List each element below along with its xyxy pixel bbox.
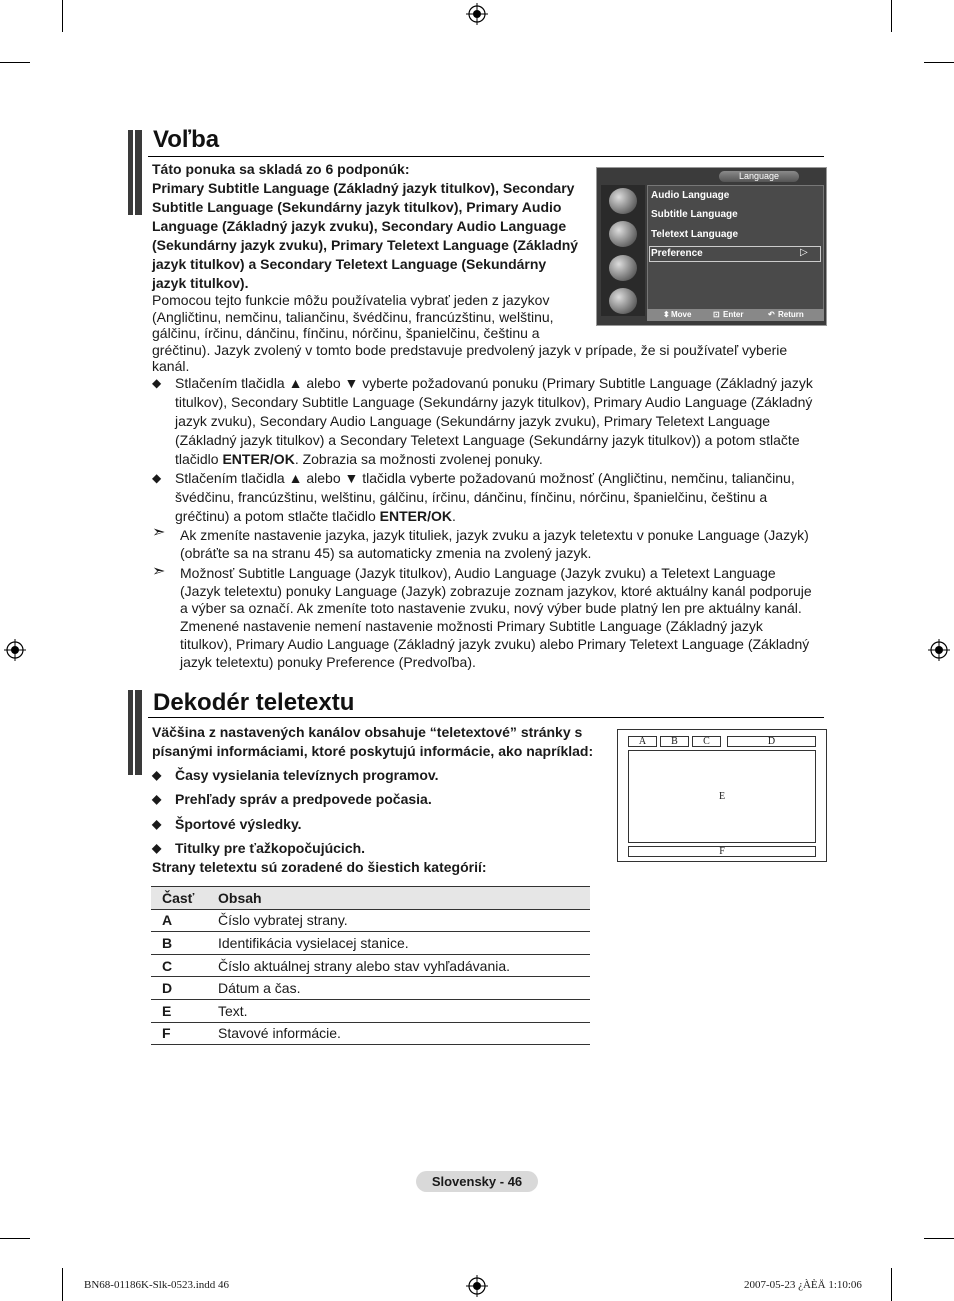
- menu-icon-panel: [601, 185, 645, 316]
- note-line: a výber sa označí. Ak zmeníte toto nastavenie zvuku, nový výber bude platný len pre aktuálny kanál.: [180, 600, 802, 617]
- diagram-label-a: A: [628, 736, 657, 747]
- bullet-text: Prehľady správ a predpovede počasia.: [175, 791, 432, 807]
- submenu-arrow-icon: ▷: [800, 247, 808, 258]
- bullet-line: jazyk zvuku), Secondary Audio Language (Sekundárny jazyk zvuku), Primary Teletext Language: [175, 413, 771, 429]
- crop-mark: [924, 62, 954, 63]
- intro-line: jazyk titulkov).: [152, 275, 249, 291]
- teletext-bullet: [152, 790, 612, 809]
- bullet-diamond-icon: ◆: [152, 376, 162, 390]
- crop-mark: [0, 1238, 30, 1239]
- bullet-diamond-icon: ◆: [152, 792, 162, 806]
- table-cell: Stavové informácie.: [207, 1022, 590, 1045]
- registration-mark-icon: [4, 639, 26, 661]
- page-number-badge: Slovensky - 46: [416, 1171, 538, 1192]
- table-cell: E: [151, 999, 207, 1022]
- crop-mark: [0, 62, 30, 63]
- bullet-line: (Základný jazyk titulkov) a Secondary Teletext Language (Sekundárny jazyk titulkov)) a potom stlačte: [175, 432, 800, 448]
- sound-icon: [609, 221, 637, 247]
- section-title: Voľba: [153, 126, 220, 153]
- bullet-item: [152, 374, 832, 469]
- note-item: [152, 565, 832, 671]
- footer-enter: Enter: [723, 310, 744, 319]
- table-cell: D: [151, 977, 207, 1000]
- text: .: [452, 508, 456, 524]
- footer-move: Move: [671, 310, 692, 319]
- menu-item-audio-language: Audio Language: [651, 190, 730, 201]
- teletext-intro: [152, 723, 612, 761]
- categories-line: Strany teletextu sú zoradené do šiestich kategórií:: [152, 859, 487, 875]
- key-label: ENTER/OK: [222, 451, 295, 467]
- table-row: [151, 909, 590, 932]
- table-row: [151, 1022, 590, 1045]
- teletext-categories-table: [151, 886, 590, 1045]
- body-line: (Angličtinu, nemčinu, taliančinu, švédčinu, francúzštinu, welštinu,: [152, 308, 554, 325]
- teletext-bullet: [152, 815, 612, 834]
- text: gréčtinu) a potom stlačte tlačidlo: [175, 508, 380, 524]
- key-label: ENTER/OK: [379, 508, 452, 524]
- menu-items-panel: [647, 185, 824, 318]
- bullet-line: titulkov), Secondary Subtitle Language (Sekundárny jazyk titulkov), Primary Audio Language (Základný: [175, 394, 813, 410]
- body-line: gréčtinu). Jazyk zvolený v tomto bode predstavuje predvolený jazyk v prípade, že si používateľ vyberie: [152, 341, 788, 358]
- intro-line: Primary Subtitle Language (Základný jazyk titulkov), Secondary: [152, 180, 575, 196]
- note-line: (Jazyk teletextu) ponuky Language (Jazyk) zobrazuje zoznam jazykov, ktoré aktuálny kanál podporuje: [180, 582, 812, 599]
- table-cell: Dátum a čas.: [207, 977, 590, 1000]
- table-cell: A: [151, 909, 207, 932]
- note-line: jazyk teletextu) ponuky Preference (Predvoľba).: [180, 653, 476, 670]
- diagram-label-e: E: [628, 750, 816, 843]
- intro-heading: Táto ponuka sa skladá zo 6 podponúk:: [152, 161, 410, 177]
- registration-mark-icon: [466, 3, 488, 25]
- section-marker: [128, 130, 142, 215]
- enter-icon: ⊡: [713, 310, 720, 319]
- note-line: Zmenené nastavenie nemení nastavenie možnosti Primary Subtitle Language (Základný jazyk: [180, 618, 763, 635]
- bullet-item: [152, 469, 832, 526]
- note-arrow-icon: ➣: [152, 563, 166, 580]
- intro-bold: [152, 160, 592, 293]
- table-header: Obsah: [207, 887, 590, 910]
- menu-footer: [647, 309, 824, 321]
- picture-icon: [609, 188, 637, 214]
- section-title: Dekodér teletextu: [153, 689, 355, 716]
- diagram-label-c: C: [692, 736, 721, 747]
- section-rule: [148, 156, 824, 157]
- print-slug-date: 2007-05-23 ¿ÀÈÄ 1:10:06: [744, 1279, 862, 1291]
- teletext-bullet: [152, 766, 612, 785]
- table-cell: Číslo aktuálnej strany alebo stav vyhľadávania.: [207, 954, 590, 977]
- bullet-line: švédčinu, francúzštinu, welštinu, gálčinu, írčinu, dánčinu, fínčinu, nórčinu, španielčinu, češtinu a: [175, 489, 768, 505]
- body-line: kanál.: [152, 358, 190, 374]
- setup-gear-icon: [609, 255, 637, 281]
- registration-mark-icon: [466, 1275, 488, 1297]
- input-icon: [609, 288, 637, 314]
- table-cell: Číslo vybratej strany.: [207, 909, 590, 932]
- tv-menu-screenshot: [596, 167, 827, 326]
- note-item: [152, 526, 832, 562]
- bullet-diamond-icon: ◆: [152, 471, 162, 485]
- registration-mark-icon: [928, 639, 950, 661]
- bullet-line: Stlačením tlačidla ▲ alebo ▼ vyberte požadovanú ponuku (Primary Subtitle Language (Základný jazyk: [175, 375, 813, 391]
- diagram-label-d: D: [727, 736, 816, 747]
- table-header-row: [151, 887, 590, 910]
- diagram-label-f: F: [628, 846, 816, 857]
- table-cell: C: [151, 954, 207, 977]
- menu-item-subtitle-language: Subtitle Language: [651, 209, 738, 220]
- menu-item-preference: Preference: [651, 248, 703, 259]
- bullet-diamond-icon: ◆: [152, 817, 162, 831]
- body-line: Pomocou tejto funkcie môžu používatelia vybrať jeden z jazykov: [152, 292, 550, 308]
- bullet-line: [175, 450, 832, 469]
- note-line: (obráťte sa na stranu 45) sa automaticky zmenia na zvolený jazyk.: [180, 545, 592, 561]
- intro-line: Subtitle Language (Sekundárny jazyk titulkov), Primary Audio: [152, 199, 562, 215]
- table-row: [151, 977, 590, 1000]
- bullet-diamond-icon: ◆: [152, 768, 162, 782]
- note-arrow-icon: ➣: [152, 524, 166, 541]
- move-icon: ⬍: [663, 310, 670, 319]
- teletext-layout-diagram: [617, 729, 827, 862]
- text: . Zobrazia sa možnosti zvolenej ponuky.: [294, 451, 543, 467]
- crop-mark: [924, 1238, 954, 1239]
- return-icon: ↶: [768, 310, 775, 319]
- bullet-line: Stlačením tlačidla ▲ alebo ▼ tlačidla vyberte požadovanú možnosť (Angličtinu, nemčinu, taliančinu,: [175, 470, 795, 486]
- crop-mark: [891, 1268, 892, 1301]
- crop-mark: [891, 0, 892, 32]
- bullet-line: [175, 507, 832, 526]
- intro-line: Väčšina z nastavených kanálov obsahuje “teletextové” stránky s: [152, 724, 583, 740]
- footer-return: Return: [778, 310, 804, 319]
- text: tlačidlo: [175, 451, 223, 467]
- diagram-label-b: B: [660, 736, 689, 747]
- table-cell: B: [151, 932, 207, 955]
- table-cell: Text.: [207, 999, 590, 1022]
- table-cell: Identifikácia vysielacej stanice.: [207, 932, 590, 955]
- crop-mark: [62, 1268, 63, 1301]
- bullet-text: Časy vysielania televíznych programov.: [175, 767, 439, 783]
- intro-line: Language (Základný jazyk zvuku), Secondary Audio Language: [152, 218, 567, 234]
- table-cell: F: [151, 1022, 207, 1045]
- crop-mark: [62, 0, 63, 32]
- menu-item-teletext-language: Teletext Language: [651, 229, 739, 240]
- intro-line: písanými informáciami, ktoré poskytujú informácie, ako napríklad:: [152, 743, 594, 759]
- body-line: gálčinu, írčinu, dánčinu, fínčinu, nórčinu, španielčinu, češtinu a: [152, 325, 540, 341]
- teletext-bullet: [152, 839, 612, 858]
- table-header: Časť: [151, 887, 207, 910]
- menu-header: Language: [719, 171, 799, 182]
- table-row: [151, 954, 590, 977]
- bullet-diamond-icon: ◆: [152, 841, 162, 855]
- note-line: titulkov), Primary Audio Language (Základný jazyk zvuku) alebo Primary Teletext Language (Základný: [180, 635, 810, 652]
- note-line: Ak zmeníte nastavenie jazyka, jazyk tituliek, jazyk zvuku a jazyk teletextu v ponuke Language (Jazyk): [180, 527, 809, 543]
- table-row: [151, 932, 590, 955]
- table-row: [151, 999, 590, 1022]
- bullet-text: Titulky pre ťažkopočujúcich.: [175, 840, 366, 856]
- section-marker: [128, 690, 142, 775]
- note-line: Možnosť Subtitle Language (Jazyk titulkov), Audio Language (Jazyk zvuku) a Teletext Language: [180, 565, 776, 581]
- section-rule: [148, 717, 824, 718]
- intro-line: jazyk titulkov) a Secondary Teletext Language (Sekundárny: [152, 256, 547, 272]
- print-slug-file: BN68-01186K-Slk-0523.indd 46: [84, 1279, 230, 1291]
- bullet-text: Športové výsledky.: [175, 816, 302, 832]
- intro-line: (Sekundárny jazyk zvuku), Primary Teletext Language (Základný: [152, 237, 579, 253]
